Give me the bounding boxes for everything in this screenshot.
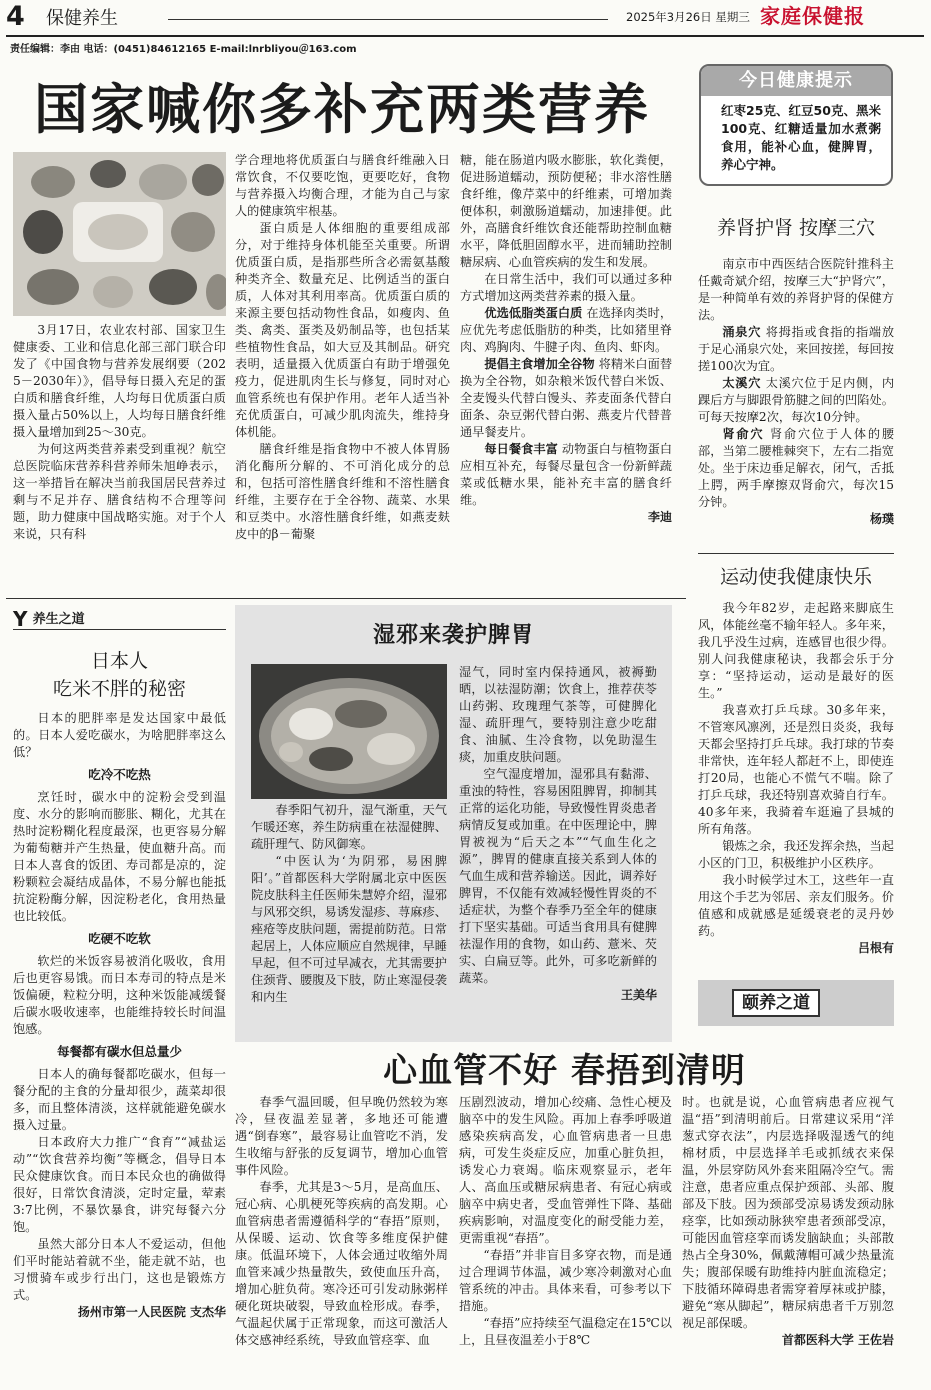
yangsheng-label-text: 养生之道 xyxy=(32,612,85,627)
section-name: 保健养生 xyxy=(46,8,118,29)
main-col3-item3 xyxy=(460,441,672,509)
kidney-intro: 南京市中西医结合医院针推科主任戴奇斌介绍，按摩三大“护肾穴”，是一种简单有效的养肾护肾的保健方法。 xyxy=(698,257,894,322)
exercise-p3: 锻炼之余，我还发挥余热，当起小区的门卫，积极维护小区秩序。 xyxy=(698,839,894,870)
main-col3-p2: 在日常生活中，我们可以通过多种方式增加这两类营养素的摄入量。 xyxy=(460,272,672,303)
item-lead: 每日餐食丰富 xyxy=(484,442,558,456)
damp-left-col xyxy=(251,802,447,1006)
item-text: 太溪穴位于足内侧，内踝后方与脚跟骨筋腱之间的凹陷处。可每天按摩2次，每次10分钟。 xyxy=(698,376,895,424)
exercise-title: 运动使我健康快乐 xyxy=(719,566,872,588)
yangsheng-title2: 吃米不胖的秘密 xyxy=(52,678,186,700)
herb-photo xyxy=(251,664,447,799)
heart-col2-p2: “春捂”并非盲目多穿衣物，而是通过合理调节体温，减少寒冷刺激对心血管系统的冲击。具体来看，可参考以下措施。 xyxy=(459,1248,672,1313)
item-text: 在选择肉类时，应优先考虑低脂肪的种类，比如猪里脊肉、鸡胸肉、牛腱子肉、鱼肉、虾肉。 xyxy=(460,306,673,354)
main-col1 xyxy=(13,322,226,543)
damp-left-p2: “中医认为‘为阴邪，易困脾阳’。”首都医科大学附属北京中医医院皮肤科主任医师朱慧婷介绍，湿邪与风邪交织，易诱发湿疹、荨麻疹、痤疮等皮肤问题，需提前防范。日常起居上，人体应顺应自然规律，早睡早起，但不可过早减衣，尤其需要护住颈背、腰腹及下肢，防止寒湿侵袭和内生 xyxy=(251,854,447,1004)
today-tip-title: 今日健康提示 xyxy=(701,66,891,96)
item-lead: 优选低脂类蛋白质 xyxy=(484,306,583,320)
yangsheng-title1: 日本人 xyxy=(90,650,148,672)
editor-line: 责任编辑：李由 电话：(0451)84612165 E-mail:lnrbliyou＠163.com xyxy=(10,44,357,55)
kidney-body xyxy=(698,256,894,528)
kidney-title: 养肾护肾 按摩三穴 xyxy=(716,217,876,239)
main-col3 xyxy=(460,152,672,526)
damp-right-col xyxy=(459,664,657,1004)
kidney-item3 xyxy=(698,426,894,511)
heart-author: 首都医科大学 王佐岩 xyxy=(781,1333,894,1347)
exercise-p1: 我今年82岁，走起路来脚底生风，体能丝毫不输年轻人。多年来，我几乎没生过病，连感冒也很少得。别人问我健康秘诀，我都会乐于分享：“坚持运动，运动是最好的医生。” xyxy=(698,601,894,700)
mid-separator xyxy=(6,598,686,599)
page-number: 4 xyxy=(6,1,25,32)
exercise-p4: 我小时候学过木工，这些年一直用这个手艺为邻居、亲友们服务。价值感和成就感是延缓衰老的灵丹妙药。 xyxy=(698,873,894,938)
yangsheng-p4: 日本政府大力推广“食育”“减盐运动”“饮食营养均衡”等概念，倡导日本民众健康饮食。而日本民众也的确做得很好，日常饮食清淡，定时定量，荤素3:7比例，不暴饮暴食，讲究每餐六分饱。 xyxy=(13,1135,226,1234)
damp-right-p2: 空气湿度增加，湿邪具有黏滞、重浊的特性，容易困阻脾胃，抑制其正常的运化功能，导致慢性胃炎患者病情反复或加重。在中医理论中，脾胃被视为“后天之本”“气血生化之源”，脾胃的健康直接关系到人体的气血生成和营养输送。因此，调养好脾胃，不仅能有效减轻慢性胃炎的不适症状，为整个春季乃至全年的健康打下坚实基础。可适当食用具有健脾祛湿作用的食物，如山药、薏米、芡实、白扁豆等。此外，可多吃新鲜的蔬菜。 xyxy=(459,767,657,985)
kidney-item1 xyxy=(698,324,894,375)
item-text: 将拇指或食指的指端放于足心涌泉穴处，来回按搓，每回按搓100次为宜。 xyxy=(698,325,895,373)
yiyang-banner xyxy=(698,980,894,1026)
main-col3-item1 xyxy=(460,305,672,356)
heart-col1 xyxy=(235,1094,448,1349)
today-tip-box xyxy=(699,64,893,186)
yangsheng-p2: 软烂的米饭容易被消化吸收，食用后也更容易饿。而日本寿司的特点是米饭偏硬，粒粒分明，这种米饭能减缓餐后碳水吸收速率，也能维持较长时间温饱感。 xyxy=(13,954,226,1036)
kidney-author: 杨璞 xyxy=(869,512,894,526)
main-col1-p1: 3月17日，农业农村部、国家卫生健康委、工业和信息化部三部门联合印发了《中国食物与营养发展纲要（2025－2030年）》，倡导每日摄入充足的蛋白质和膳食纤维，人均每日优质蛋白质摄入量占50%以上，人均每日膳食纤维摄入量增加到25～30克。 xyxy=(13,323,226,439)
main-col1-p2: 为何这两类营养素受到重视？航空总医院临床营养科营养师朱旭峥表示，这一举措旨在解决当前我国居民营养过剩与不足并存、膳食结构不合理等问题，助力健康中国战略实施。对于个人来说，只有科 xyxy=(13,442,226,541)
heart-col2-p3: “春捂”应持续至气温稳定在15℃以上，且昼夜温差小于8℃ xyxy=(459,1316,672,1347)
heart-col1-p2: 春季，尤其是3～5月，是高血压、冠心病、心肌梗死等疾病的高发期。心血管病患者需遵循科学的“春捂”原则，从保暖、运动、饮食等多维度保护健康。低温环境下，人体会通过收缩外周血管来减少热量散失，致使血压升高，增加心脏负荷。寒冷还可引发动脉粥样硬化斑块破裂，导致血栓形成。春季，气温起伏属于正常现象，而这可激活人体交感神经系统，导致血管痉挛、血 xyxy=(235,1180,448,1347)
main-col2-p1: 学合理地将优质蛋白与膳食纤维融入日常饮食，不仅要吃饱，更要吃好，食物与营养摄入均衡合理，才能为自己与家人的健康筑牢根基。 xyxy=(235,153,450,218)
main-col2-p3: 膳食纤维是指食物中不被人体胃肠消化酶所分解的、不可消化成分的总和，包括可溶性膳食纤维和不溶性膳食纤维，主要存在于全谷物、蔬菜、水果和豆类中。水溶性膳食纤维，如燕麦麸皮中的β－葡聚 xyxy=(235,442,450,541)
main-col3-item2 xyxy=(460,356,672,441)
yangsheng-intro: 日本的肥胖率是发达国家中最低的。日本人爱吃碳水，为啥肥胖率这么低？ xyxy=(13,711,226,759)
yangsheng-label xyxy=(13,608,226,630)
header-thick-rule xyxy=(6,35,924,37)
exercise-body xyxy=(698,600,894,957)
main-col2 xyxy=(235,152,450,543)
yangsheng-body xyxy=(13,710,226,1321)
yangsheng-sub2: 吃硬不吃软 xyxy=(88,931,151,946)
main-col3-p1: 糖，能在肠道内吸水膨胀，软化粪便，促进肠道蠕动，预防便秘；非水溶性膳食纤维，像芹菜中的纤维素，可增加粪便体积，刺激肠道蠕动，加速排便。此外，高膳食纤维饮食还能帮助控制血糖水平，降低胆固醇水平，进而辅助控制糖尿病、心血管疾病的发生和发展。 xyxy=(460,153,672,269)
item-text: 将精米白面替换为全谷物，如杂粮米饭代替白米饭、全麦馒头代替白馒头、荞麦面条代替白面条、杂豆粥代替白粥、燕麦片代替普通早餐麦片。 xyxy=(460,357,673,439)
main-col2-p2: 蛋白质是人体细胞的重要组成部分，对于维持身体机能至关重要。所谓优质蛋白质，是指那些所含必需氨基酸种类齐全、数量充足、比例适当的蛋白质，人体对其利用率高。优质蛋白质的来源主要包括动物性食品，如瘦肉、鱼类、禽类、蛋类及奶制品等，也包括某些植物性食品，如大豆及其制品。研究表明，适量摄入优质蛋白有助于增强免疫力，促进肌肉生长与修复，同时对心血管系统也有保护作用。老年人适当补充优质蛋白，可减少肌肉流失，维持身体机能。 xyxy=(235,221,450,439)
today-tip-text: 红枣25克、红豆50克、黑米100克、红糖适量加水煮粥食用，能补心血，健脾胃，养心宁神。 xyxy=(721,103,881,172)
item-lead: 太溪穴 xyxy=(722,376,762,390)
exercise-author: 吕根有 xyxy=(857,941,894,955)
damp-right-p1: 湿气，同时室内保持通风，被褥勤晒，以祛湿防潮；饮食上，推荐茯苓山药粥、玫瑰理气茶等，可健脾化湿、疏肝理气，要特别注意少吃甜食、油腻、生冷食物，以免助湿生痰，加重皮肤问题。 xyxy=(459,665,657,764)
yangsheng-sub3: 每餐都有碳水但总量少 xyxy=(56,1044,182,1059)
y-logo-icon: Y xyxy=(13,607,28,631)
heart-col3 xyxy=(682,1094,894,1349)
yangsheng-p5: 虽然大部分日本人不爱运动，但他们平时能站着就不坐，能走就不站，也习惯骑车或步行出门，这也是锻炼方式。 xyxy=(13,1237,226,1302)
yangsheng-sub1: 吃冷不吃热 xyxy=(88,767,151,782)
item-lead: 涌泉穴 xyxy=(722,325,762,339)
exercise-p2: 我喜欢打乒乓球。30多年来，不管寒风凛冽，还是烈日炎炎，我每天都会坚持打乒乓球。我打球的节奏非常快，连年轻人都赶不上，即使连打20局，也能心不慌气不喘。除了打乒乓球，我还特别喜欢骑自行车。40多年来，我骑着车逛遍了县城的所有角落。 xyxy=(698,703,894,836)
damp-title: 湿邪来袭护脾胃 xyxy=(372,622,534,648)
item-text: 动物蛋白与植物蛋白应相互补充，每餐尽量包含一份新鲜蔬菜或低糖水果，能补充丰富的膳食纤维。 xyxy=(460,442,673,507)
main-author: 李迪 xyxy=(647,510,672,524)
heart-col3-p1: 时。也就是说，心血管病患者应视气温“捂”到清明前后。日常建议采用“洋葱式穿衣法”，内层选择吸湿透气的纯棉材质，中层选择羊毛或抓绒衣来保温，外层穿防风外套来阻隔冷空气。需注意，患者应重点保护颈部、头部、腹部及下肢。因为颈部受凉易诱发颈动脉痉挛，比如颈动脉狭窄患者颈部受凉，可能因血管痉挛而诱发脑缺血；头部散热占全身30%，佩戴薄帽可减少热量流失；腹部保暖有助维持内脏血流稳定；下肢循环障碍患者需穿着厚袜或护膝，避免“寒从脚起”，糖尿病患者千万别忽视足部保暖。 xyxy=(682,1095,894,1330)
heart-col2-p1: 压剧烈波动，增加心绞痛、急性心梗及脑卒中的发生风险。再加上春季呼吸道感染疾病高发，心血管病患者一旦患病，可发生炎症反应，加重心脏负担，诱发心力衰竭。临床观察显示，老年人、高血压或糖尿病患者、有冠心病或脑卒中病史者，受血管弹性下降、基础疾病影响，对温度变化的耐受能力差，更需重视“春捂”。 xyxy=(459,1095,672,1245)
header-rule xyxy=(168,19,608,20)
item-lead: 肾俞穴 xyxy=(722,427,765,441)
heart-col1-p1: 春季气温回暖，但早晚仍然较为寒冷，昼夜温差显著，多地还可能遭遇“倒春寒”，最容易让血管吃不消，发生收缩与舒张的反复调节，增加心血管事件风险。 xyxy=(235,1095,448,1177)
damp-author: 王美华 xyxy=(620,988,657,1002)
exercise-rule xyxy=(698,553,894,554)
food-photo xyxy=(13,152,226,316)
main-headline: 国家喊你多补充两类营养 xyxy=(34,77,650,141)
heart-title: 心血管不好 春捂到清明 xyxy=(383,1051,746,1091)
item-text: 肾俞穴位于人体的腰部，当第二腰椎棘突下，左右二指宽处。坐于床边垂足解衣，闭气，舌抵上腭，两手摩擦双肾俞穴，每次15分钟。 xyxy=(698,427,895,509)
issue-date: 2025年3月26日 星期三 xyxy=(626,10,750,24)
yangsheng-author: 扬州市第一人民医院 支杰华 xyxy=(77,1305,226,1319)
heart-col2 xyxy=(459,1094,672,1349)
damp-left-p1: 春季阳气初升，湿气渐重，天气乍暖还寒，养生防病重在祛湿健脾、疏肝理气、防风御寒。 xyxy=(251,803,447,851)
yiyang-label: 颐养之道 xyxy=(732,989,820,1017)
item-lead: 提倡主食增加全谷物 xyxy=(484,357,595,371)
yangsheng-p1: 烹饪时，碳水中的淀粉会受到温度、水分的影响而膨胀、糊化，尤其在热时淀粉糊化程度最深，也更容易分解为葡萄糖并产生热量，使血糖升高。而日本人喜食的饭团、寿司都是凉的，淀粉颗粒会凝结成晶体，不易分解也能抵抗淀粉酶分解，因淀粉老化，食用热量也比较低。 xyxy=(13,790,226,923)
kidney-item2 xyxy=(698,375,894,426)
yangsheng-p3: 日本人的确每餐都吃碳水，但每一餐分配的主食的分量却很少，蔬菜却很多，而且整体清淡，这样就能避免碳水摄入过量。 xyxy=(13,1067,226,1132)
paper-name: 家庭保健报 xyxy=(760,4,865,28)
